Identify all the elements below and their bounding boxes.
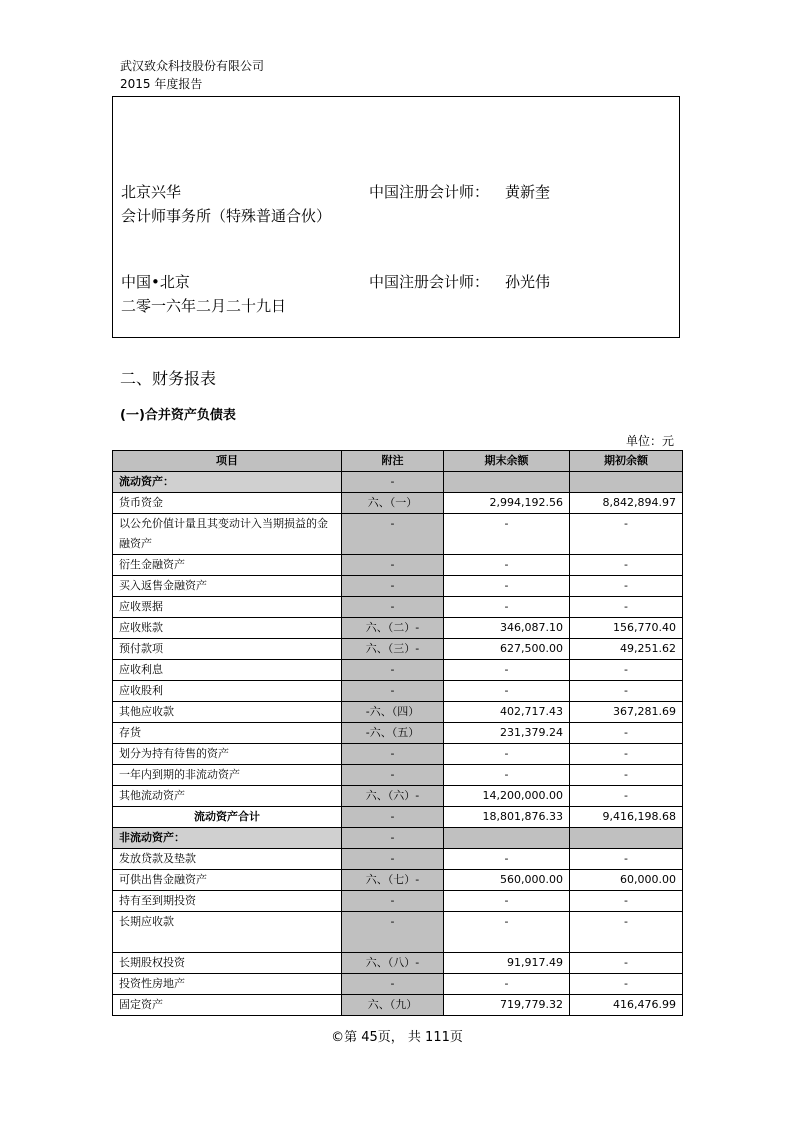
ending-balance-cell: 719,779.32	[444, 995, 570, 1016]
unit-label: 单位：元	[625, 434, 674, 448]
ending-balance-cell: -	[444, 974, 570, 995]
ending-balance-cell: 14,200,000.00	[444, 786, 570, 807]
opening-balance-cell: -	[570, 974, 683, 995]
opening-balance-cell: 49,251.62	[570, 639, 683, 660]
cpa2-label: 中国注册会计师：	[369, 273, 490, 291]
note-cell: 六、（七）-	[342, 870, 444, 891]
note-cell: -	[342, 828, 444, 849]
table-row	[113, 870, 683, 891]
report-title: 2015 年度报告	[120, 77, 203, 91]
ending-balance-cell: 560,000.00	[444, 870, 570, 891]
note-cell: 六、（一）	[342, 493, 444, 514]
opening-balance-cell: -	[570, 765, 683, 786]
item-cell: 发放贷款及垫款	[113, 849, 342, 870]
ending-balance-cell: 627,500.00	[444, 639, 570, 660]
opening-balance-cell: 9,416,198.68	[570, 807, 683, 828]
audit-firm-type: 会计师事务所（特殊普通合伙）	[121, 207, 332, 225]
opening-balance-cell	[570, 828, 683, 849]
item-cell: 划分为持有待售的资产	[113, 744, 342, 765]
ending-balance-cell: -	[444, 912, 570, 953]
ending-balance-cell: -	[444, 849, 570, 870]
column-header: 附注	[342, 451, 444, 472]
table-row	[113, 514, 683, 555]
item-cell: 应收票据	[113, 597, 342, 618]
table-body	[113, 472, 683, 1016]
opening-balance-cell: -	[570, 555, 683, 576]
item-cell: 应收利息	[113, 660, 342, 681]
note-cell: 六、（二）-	[342, 618, 444, 639]
opening-balance-cell: -	[570, 849, 683, 870]
ending-balance-cell: 402,717.43	[444, 702, 570, 723]
note-cell: -	[342, 765, 444, 786]
ending-balance-cell: -	[444, 744, 570, 765]
item-cell: 持有至到期投资	[113, 891, 342, 912]
table-row	[113, 555, 683, 576]
ending-balance-cell: -	[444, 597, 570, 618]
item-cell: 存货	[113, 723, 342, 744]
ending-balance-cell	[444, 472, 570, 493]
opening-balance-cell: -	[570, 786, 683, 807]
table-row	[113, 891, 683, 912]
cpa2-name: 孙光伟	[505, 273, 551, 291]
table-row	[113, 576, 683, 597]
note-cell: -六、（四）	[342, 702, 444, 723]
note-cell: 六、（三）-	[342, 639, 444, 660]
signing-location: 中国•北京	[121, 273, 190, 291]
table-row	[113, 472, 683, 493]
ending-balance-cell: 2,994,192.56	[444, 493, 570, 514]
auditor-signature-box	[112, 96, 680, 338]
ending-balance-cell: 91,917.49	[444, 953, 570, 974]
item-cell: 一年内到期的非流动资产	[113, 765, 342, 786]
opening-balance-cell: 416,476.99	[570, 995, 683, 1016]
signing-date: 二零一六年二月二十九日	[121, 297, 287, 315]
item-cell: 预付款项	[113, 639, 342, 660]
note-cell: -	[342, 681, 444, 702]
table-row	[113, 681, 683, 702]
column-header: 期初余额	[570, 451, 683, 472]
item-cell: 应收账款	[113, 618, 342, 639]
note-cell: -六、（五）	[342, 723, 444, 744]
ending-balance-cell: -	[444, 891, 570, 912]
opening-balance-cell	[570, 472, 683, 493]
note-cell: 六、（六）-	[342, 786, 444, 807]
note-cell: -	[342, 744, 444, 765]
note-cell: 六、（八）-	[342, 953, 444, 974]
table-header-row	[113, 451, 683, 472]
ending-balance-cell: -	[444, 514, 570, 555]
table-row	[113, 744, 683, 765]
table-row	[113, 660, 683, 681]
opening-balance-cell: 367,281.69	[570, 702, 683, 723]
item-cell: 固定资产	[113, 995, 342, 1016]
opening-balance-cell: -	[570, 953, 683, 974]
column-header: 项目	[113, 451, 342, 472]
subsection-title: (一)合并资产负债表	[120, 408, 236, 423]
note-cell: -	[342, 472, 444, 493]
ending-balance-cell: -	[444, 660, 570, 681]
table-row	[113, 765, 683, 786]
table-row	[113, 995, 683, 1016]
note-cell: -	[342, 849, 444, 870]
item-cell: 其他应收款	[113, 702, 342, 723]
table-row	[113, 723, 683, 744]
note-cell: 六、（九）	[342, 995, 444, 1016]
opening-balance-cell: -	[570, 660, 683, 681]
table-row	[113, 974, 683, 995]
table-row	[113, 493, 683, 514]
opening-balance-cell: -	[570, 514, 683, 555]
opening-balance-cell: -	[570, 576, 683, 597]
ending-balance-cell: 18,801,876.33	[444, 807, 570, 828]
opening-balance-cell: 60,000.00	[570, 870, 683, 891]
table-row	[113, 702, 683, 723]
note-cell: -	[342, 891, 444, 912]
ending-balance-cell: 231,379.24	[444, 723, 570, 744]
ending-balance-cell: -	[444, 576, 570, 597]
table-row	[113, 912, 683, 953]
ending-balance-cell: -	[444, 681, 570, 702]
item-cell: 长期股权投资	[113, 953, 342, 974]
ending-balance-cell: 346,087.10	[444, 618, 570, 639]
item-cell: 可供出售金融资产	[113, 870, 342, 891]
table-row	[113, 639, 683, 660]
item-cell: 流动资产：	[113, 472, 342, 493]
opening-balance-cell: -	[570, 744, 683, 765]
table-row	[113, 597, 683, 618]
table-row	[113, 786, 683, 807]
note-cell: -	[342, 660, 444, 681]
cpa1-label: 中国注册会计师：	[369, 183, 490, 201]
table-row	[113, 953, 683, 974]
item-cell: 非流动资产：	[113, 828, 342, 849]
page-footer: ©第 45页， 共 111页	[331, 1030, 463, 1045]
opening-balance-cell: -	[570, 681, 683, 702]
opening-balance-cell: -	[570, 891, 683, 912]
item-cell: 买入返售金融资产	[113, 576, 342, 597]
table-row	[113, 828, 683, 849]
opening-balance-cell: -	[570, 912, 683, 953]
item-cell: 流动资产合计	[113, 807, 342, 828]
balance-sheet-table	[112, 450, 683, 1016]
item-cell: 应收股利	[113, 681, 342, 702]
note-cell: -	[342, 912, 444, 953]
note-cell: -	[342, 514, 444, 555]
table-row	[113, 849, 683, 870]
note-cell: -	[342, 597, 444, 618]
table-row	[113, 807, 683, 828]
item-cell: 其他流动资产	[113, 786, 342, 807]
ending-balance-cell: -	[444, 765, 570, 786]
ending-balance-cell: -	[444, 555, 570, 576]
ending-balance-cell	[444, 828, 570, 849]
note-cell: -	[342, 555, 444, 576]
note-cell: -	[342, 974, 444, 995]
opening-balance-cell: -	[570, 597, 683, 618]
opening-balance-cell: -	[570, 723, 683, 744]
item-cell: 衍生金融资产	[113, 555, 342, 576]
section-title: 二、财务报表	[120, 369, 217, 388]
item-cell: 货币资金	[113, 493, 342, 514]
item-cell: 长期应收款	[113, 912, 342, 953]
table-row	[113, 618, 683, 639]
column-header: 期末余额	[444, 451, 570, 472]
opening-balance-cell: 8,842,894.97	[570, 493, 683, 514]
note-cell: -	[342, 807, 444, 828]
item-cell: 以公允价值计量且其变动计入当期损益的金融资产	[113, 514, 342, 555]
company-name: 武汉致众科技股份有限公司	[120, 59, 265, 73]
cpa1-name: 黄新奎	[505, 183, 551, 201]
item-cell: 投资性房地产	[113, 974, 342, 995]
audit-firm-name: 北京兴华	[121, 183, 182, 201]
note-cell: -	[342, 576, 444, 597]
opening-balance-cell: 156,770.40	[570, 618, 683, 639]
